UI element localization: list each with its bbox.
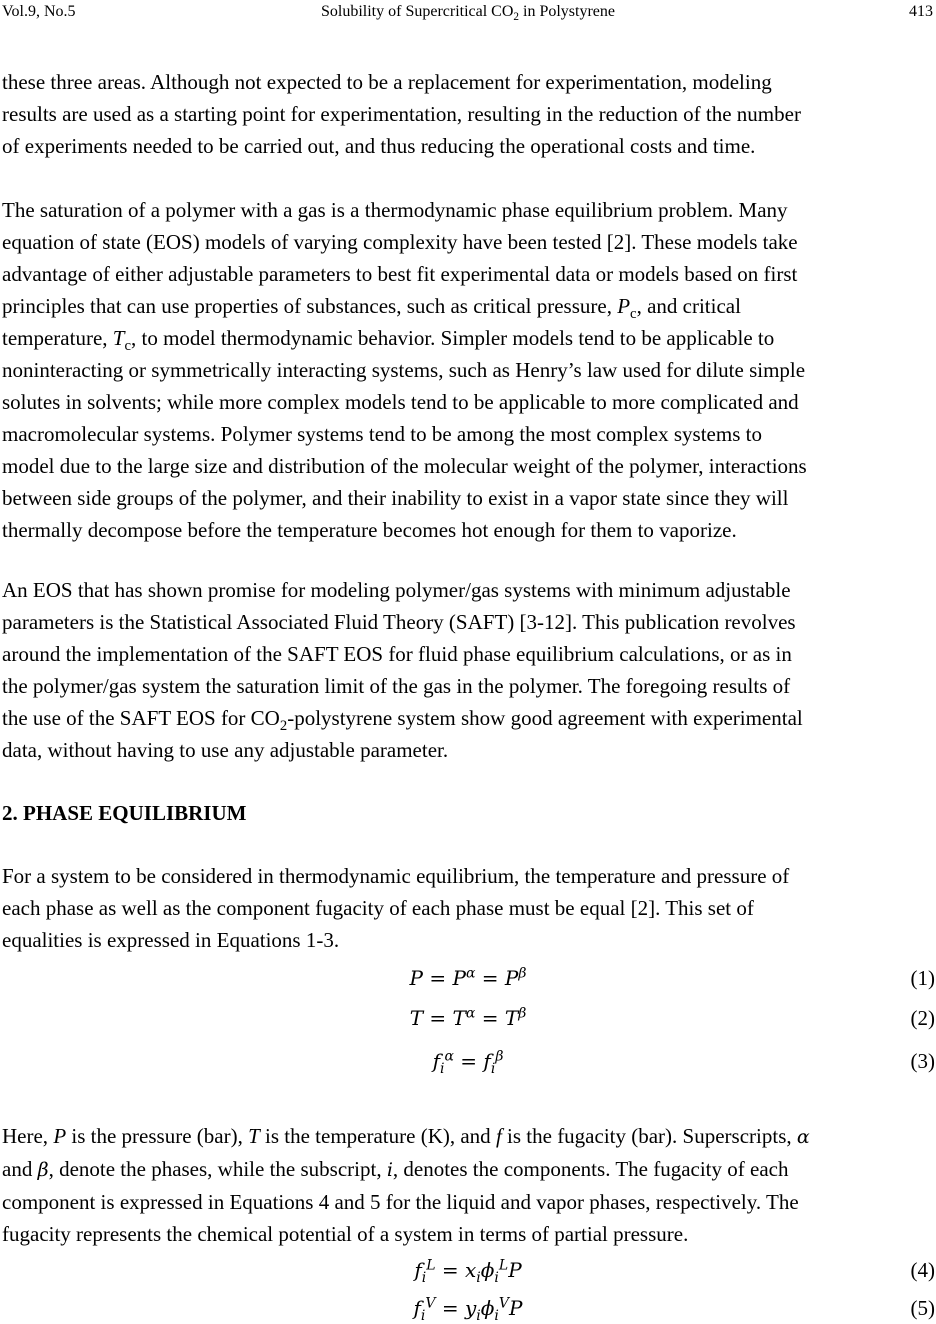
math-superscript: V (498, 1295, 510, 1312)
equation-2 (0, 1002, 936, 1034)
math-symbol: P (452, 966, 466, 990)
running-title-post: in Polystyrene (519, 3, 615, 20)
math-symbol: P (504, 966, 519, 990)
text-line (2, 1120, 934, 1153)
math-symbol: y (464, 1296, 477, 1320)
math-operator: = (475, 966, 505, 990)
math-operator: = (423, 1006, 453, 1030)
math-operator: = (435, 1258, 465, 1282)
text-segment: the use of the SAFT EOS for CO (2, 706, 280, 730)
text-line: For a system to be considered in thermodynamic equilibrium, the temperature and pressure of (2, 864, 790, 888)
page-number: 413 (909, 3, 933, 20)
symbol-pressure: P (53, 1124, 67, 1148)
math-symbol: f (483, 1049, 491, 1073)
text-line: The saturation of a polymer with a gas is a thermodynamic phase equilibrium problem. Many (2, 198, 788, 222)
symbol-beta: β (37, 1159, 49, 1181)
equation-formula (0, 1292, 936, 1324)
math-subscript: i (439, 1061, 445, 1077)
text-line (2, 1153, 934, 1186)
math-operator: = (475, 1006, 505, 1030)
math-superscript: β (518, 965, 527, 982)
running-title-pre: Solubility of Supercritical CO (320, 3, 514, 20)
text-segment: and (2, 1157, 38, 1181)
math-subscript: i (490, 1061, 496, 1077)
equation-5 (0, 1292, 936, 1324)
symbol-alpha: α (796, 1126, 810, 1148)
paragraph-phase-equilibrium-problem (2, 194, 934, 546)
text-line: results are used as a starting point for experimentation, resulting in the reduction of the number (2, 102, 801, 126)
paragraph-equilibrium-conditions (2, 860, 934, 956)
equation-1 (0, 962, 936, 994)
text-line: model due to the large size and distribution of the molecular weight of the polymer, interactions (2, 454, 807, 478)
symbol-critical-pressure: P (617, 294, 631, 318)
math-symbol: f (413, 1296, 421, 1320)
math-operator: = (423, 966, 453, 990)
symbol-i: i (386, 1159, 393, 1181)
text-line: solutes in solvents; while more complex models tend to be applicable to more complicated and (2, 390, 799, 414)
equation-formula (0, 1045, 936, 1077)
text-line: parameters is the Statistical Associated Fluid Theory (SAFT) [3-12]. This publication revolves (2, 610, 796, 634)
text-line: advantage of either adjustable parameters to best fit experimental data or models based on first (2, 262, 798, 286)
text-line: around the implementation of the SAFT EOS for fluid phase equilibrium calculations, or as in (2, 642, 792, 666)
math-symbol: P (508, 1258, 522, 1282)
math-subscript: i (420, 1308, 426, 1324)
text-line (2, 290, 934, 322)
equation-formula (0, 1254, 936, 1286)
math-symbol: f (432, 1049, 440, 1073)
equation-formula (0, 962, 936, 994)
text-segment: is the pressure (bar), (66, 1124, 249, 1148)
equation-number: (5) (910, 1296, 935, 1320)
math-symbol: x (465, 1258, 477, 1282)
text-line: each phase as well as the component fugacity of each phase must be equal [2]. This set of (2, 896, 754, 920)
text-segment: , denotes the components. The fugacity of each (392, 1157, 789, 1181)
math-symbol: f (414, 1258, 422, 1282)
text-line: of experiments needed to be carried out, and thus reducing the operational costs and time. (2, 134, 756, 158)
math-superscript: α (465, 1005, 476, 1022)
text-segment: principles that can use properties of substances, such as critical pressure, (2, 294, 618, 318)
math-superscript: L (498, 1257, 509, 1274)
text-segment: is the temperature (K), and (259, 1124, 496, 1148)
math-subscript: i (476, 1308, 481, 1324)
running-title-sub: 2 (513, 11, 519, 24)
subscript-c: c (630, 306, 637, 323)
equation-3 (0, 1045, 936, 1077)
math-superscript: α (444, 1048, 454, 1065)
text-segment: Here, (2, 1124, 54, 1148)
math-subscript: i (494, 1270, 499, 1286)
text-line (2, 322, 934, 354)
paragraph-fugacity-definitions (2, 1120, 934, 1250)
math-superscript: V (425, 1295, 436, 1312)
text-segment: -polystyrene system show good agreement with experimental (287, 706, 803, 730)
math-superscript: β (495, 1048, 504, 1065)
text-line: fugacity represents the chemical potential of a system in terms of partial pressure. (2, 1222, 689, 1246)
symbol-temperature: T (248, 1124, 260, 1148)
math-superscript: L (426, 1257, 436, 1274)
text-segment: , and critical (636, 294, 741, 318)
math-symbol: P (409, 966, 423, 990)
text-segment: , denote the phases, while the subscript, (48, 1157, 387, 1181)
math-symbol: T (409, 1006, 424, 1030)
equation-number: (3) (910, 1049, 935, 1073)
text-line: between side groups of the polymer, and their inability to exist in a vapor state since they will (2, 486, 789, 510)
text-line: noninteracting or symmetrically interacting systems, such as Henry’s law used for dilute simple (2, 358, 806, 382)
math-symbol: T (504, 1006, 519, 1030)
paragraph-intro-continuation (2, 66, 934, 162)
section-heading: 2. PHASE EQUILIBRIUM (2, 801, 247, 825)
symbol-fugacity: f (495, 1124, 502, 1148)
text-segment: temperature, (2, 326, 113, 350)
math-superscript: β (518, 1005, 527, 1022)
equation-number: (2) (910, 1006, 935, 1030)
running-title (0, 2, 936, 22)
math-superscript: α (465, 965, 476, 982)
symbol-critical-temperature: T (112, 326, 125, 350)
equation-number: (1) (910, 966, 935, 990)
math-subscript: i (421, 1270, 427, 1286)
text-line (2, 702, 934, 734)
text-line: these three areas. Although not expected to be a replacement for experimentation, modeling (2, 70, 772, 94)
text-line: the polymer/gas system the saturation limit of the gas in the polymer. The foregoing results of (2, 674, 791, 698)
math-symbol: ϕ (480, 1258, 495, 1282)
paragraph-saft (2, 574, 934, 766)
text-line: macromolecular systems. Polymer systems tend to be among the most complex systems to (2, 422, 762, 446)
subscript-c: c (124, 338, 131, 355)
math-subscript: i (494, 1308, 499, 1324)
running-header (0, 2, 936, 24)
text-line: thermally decompose before the temperature becomes hot enough for them to vaporize. (2, 518, 737, 542)
text-line: data, without having to use any adjustable parameter. (2, 738, 449, 762)
subscript-2: 2 (279, 718, 288, 735)
math-symbol: P (509, 1296, 523, 1320)
math-operator: = (435, 1296, 465, 1320)
equation-4 (0, 1254, 936, 1286)
equation-formula (0, 1002, 936, 1034)
math-operator: = (453, 1049, 484, 1073)
text-line: equalities is expressed in Equations 1-3. (2, 928, 340, 952)
text-segment: , to model thermodynamic behavior. Simpler models tend to be applicable to (131, 326, 775, 350)
math-subscript: i (476, 1270, 481, 1286)
text-line: component is expressed in Equations 4 and 5 for the liquid and vapor phases, respectively. The (2, 1190, 799, 1214)
text-segment: is the fugacity (bar). Superscripts, (501, 1124, 797, 1148)
text-line: An EOS that has shown promise for modeling polymer/gas systems with minimum adjustable (2, 578, 791, 602)
math-symbol: T (452, 1006, 466, 1030)
math-symbol: ϕ (480, 1296, 495, 1320)
text-line: equation of state (EOS) models of varying complexity have been tested [2]. These models take (2, 230, 798, 254)
equation-number: (4) (910, 1258, 935, 1282)
volume-issue: Vol.9, No.5 (2, 3, 76, 20)
